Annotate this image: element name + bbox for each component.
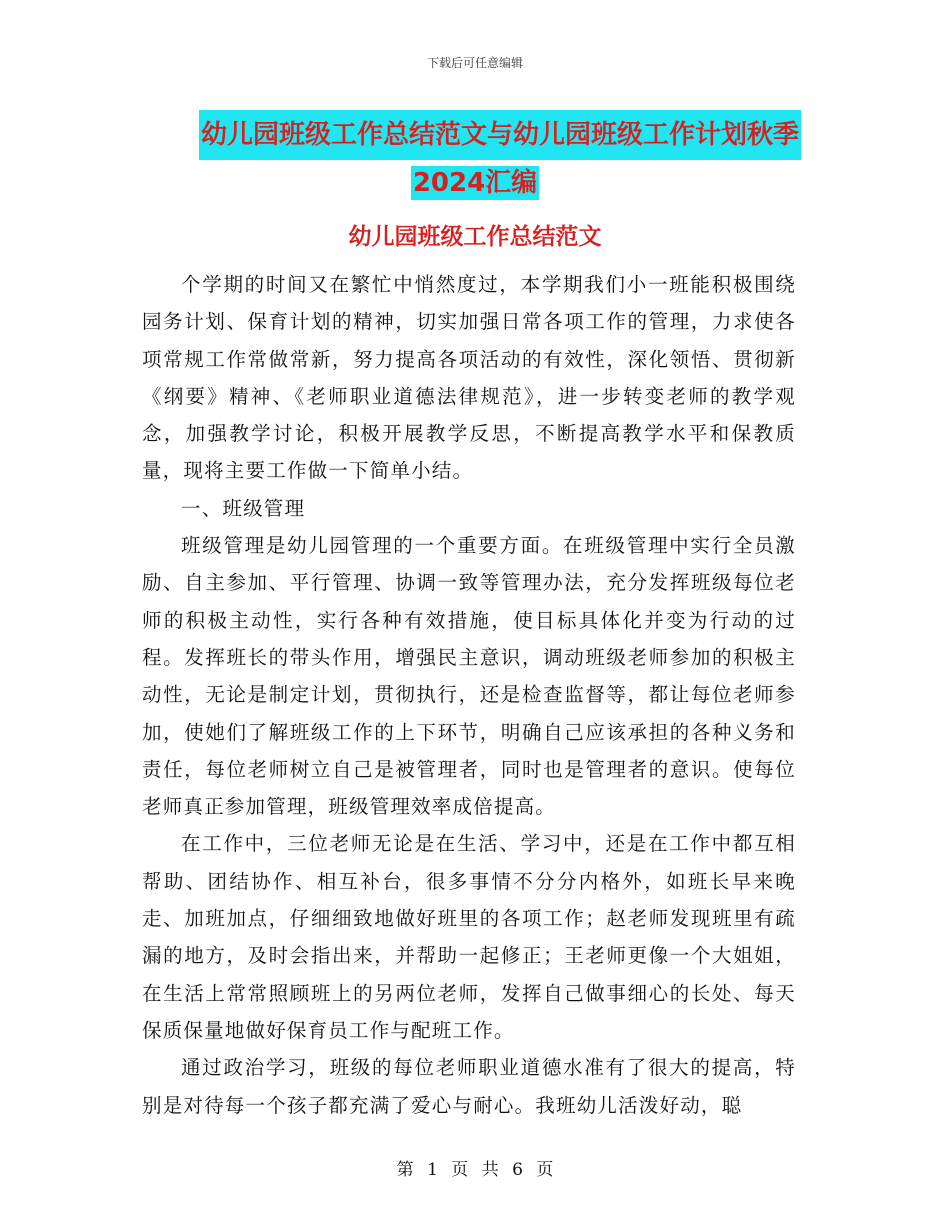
document-title [0,110,950,206]
section-title: 幼儿园班级工作总结范文 [348,223,602,250]
document-title-line1: 幼儿园班级工作总结范文与幼儿园班级工作计划秋季 [199,110,801,160]
paragraph: 在工作中，三位老师无论是在生活、学习中，还是在工作中都互相帮助、团结协作、相互补台，很多事情不分分内格外，如班长早来晚走、加班加点，仔细细致地做好班里的各项工作；赵老师发现班里有疏漏的地方，及时会指出来，并帮助一起修正；王老师更像一个大姐姐，在生活上常常照顾班上的另两位老师，发挥自己做事细心的长处、每天保质保量地做好保育员工作与配班工作。 [142,832,796,1042]
paragraph: 个学期的时间又在繁忙中悄然度过，本学期我们小一班能积极围绕园务计划、保育计划的精神，切实加强日常各项工作的管理，力求使各项常规工作常做常新，努力提高各项活动的有效性，深化领悟、贯彻新《纲要》精神、《老师职业道德法律规范》，进一步转变老师的教学观念，加强教学讨论，积极开展教学反思，不断提高教学水平和保教质量，现将主要工作做一下简单小结。 [142,273,796,483]
subheading: 一、班级管理 [181,496,306,520]
paragraph: 班级管理是幼儿园管理的一个重要方面。在班级管理中实行全员激励、自主参加、平行管理、协调一致等管理办法，充分发挥班级每位老师的积极主动性，实行各种有效措施，使目标具体化并变为行动的过程。发挥班长的带头作用，增强民主意识，调动班级老师参加的积极主动性，无论是制定计划，贯彻执行，还是检查监督等，都让每位老师参加，使她们了解班级工作的上下环节，明确自己应该承担的各种义务和责任，每位老师树立自己是被管理者，同时也是管理者的意识。使每位老师真正参加管理，班级管理效率成倍提高。 [142,534,796,819]
document-title-line2: 2024汇编 [412,168,538,198]
body-text [142,266,796,1124]
paragraph: 通过政治学习，班级的每位老师职业道德水准有了很大的提高，特别是对待每一个孩子都充满了爱心与耐心。我班幼儿活泼好动，聪 [142,1056,796,1117]
page-footer: 第 1 页 共 6 页 [396,1160,554,1180]
header-note: 下载后可任意编辑 [426,56,523,70]
